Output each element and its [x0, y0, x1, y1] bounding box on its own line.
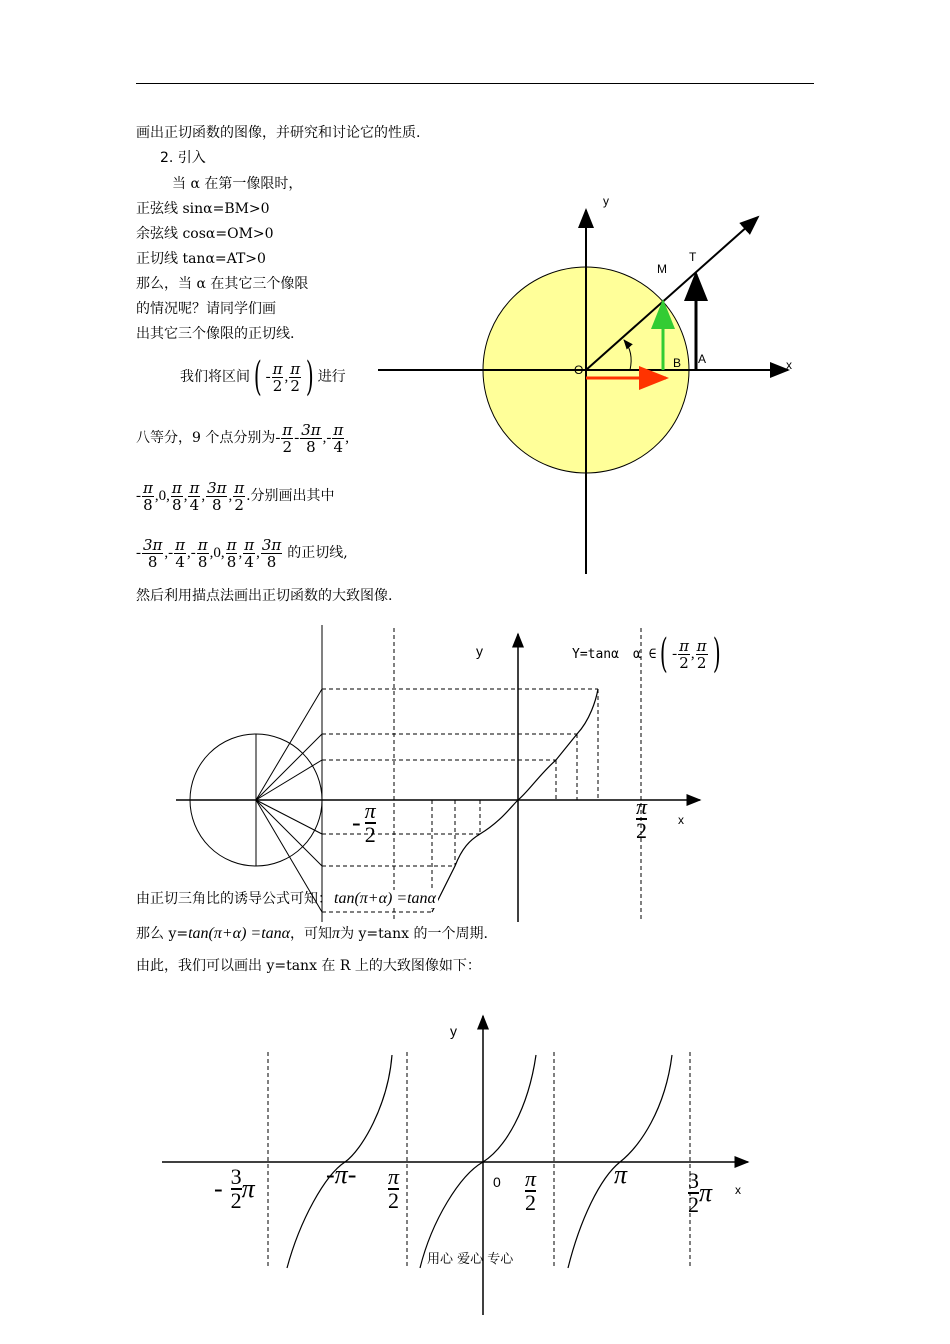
fig3-x-label: x	[735, 1183, 741, 1197]
eight-parts-line: 八等分，9 个点分别为 - $\frac{\pi}{2}$ - $\frac{3\pi}{8}$ , - $\frac{\pi}{4}$ ,	[136, 420, 349, 456]
fig3-origin-label: 0	[493, 1174, 501, 1190]
fraction: $\frac{\pi}{8}$	[143, 478, 153, 514]
left-paren: (	[253, 354, 262, 400]
fraction: $\frac{\pi}{4}$	[333, 420, 344, 456]
minus-sign: -	[265, 369, 271, 385]
fig1-b-label: B	[673, 356, 682, 370]
fig3-neg-pi: - π -	[326, 1160, 357, 1189]
sine-line-text: 正弦线 sinα=BM>0	[136, 201, 270, 217]
fig3-neg-pi-half	[388, 1166, 399, 1212]
fig3-three-half-pi: 3 2 π	[688, 1168, 713, 1217]
question-line-1: 那么，当 α 在其它三个像限	[136, 276, 309, 292]
fig3-y-label: y	[450, 1023, 457, 1039]
tangent-line-text: 正切线 tanα=AT>0	[136, 251, 266, 267]
intro-text: 当 α 在第一像限时，	[172, 176, 303, 192]
fraction: $\frac{3\pi}{8}$	[301, 420, 321, 456]
fraction: $\frac{\pi}{2}$	[234, 478, 245, 514]
fig2-x-label: x	[678, 813, 684, 827]
period-line: 那么 y= tan(π+α) =tanα ，可知 π 为 y=tanx 的一个周期.	[136, 925, 488, 942]
plot-method-text: 然后利用描点法画出正切函数的大致图像.	[136, 588, 393, 604]
question-line-2: 的情况呢？请同学们画	[136, 301, 276, 317]
fraction: $\frac{\pi}{8}$	[197, 535, 208, 571]
fraction: $\frac{\pi}{2}$	[679, 636, 689, 672]
cosine-line-text: 余弦线 cosα=OM>0	[136, 226, 274, 242]
fig1-m-label: M	[657, 262, 667, 276]
points-line: - $\frac{\pi}{8}$ , 0 , $\frac{\pi}{8}$ , $\frac{\pi}{4}$ , $\frac{3\pi}{8}$ , $\frac{\pi}{2}$ .分别画出其中	[136, 478, 335, 514]
fig1-origin-label: O	[574, 363, 584, 377]
fraction: 3 2	[688, 1168, 699, 1217]
fig2-function-label: Y=tanα α ∈ ( - $\frac{\pi}{2}$ , $\frac{\pi}{2}$ )	[572, 631, 721, 677]
fraction: $\frac{\pi}{2}$	[525, 1166, 537, 1215]
fig3-pi-half	[525, 1168, 536, 1214]
question-line-3: 出其它三个像限的正切线.	[136, 326, 295, 342]
right-paren: )	[305, 354, 314, 400]
divide-prefix: 我们将区间	[180, 369, 250, 385]
fig1-x-label: x	[786, 358, 792, 372]
fraction: $\frac{\pi}{2}$	[388, 1164, 400, 1213]
tangent-set-line: - $\frac{3\pi}{8}$ , - $\frac{\pi}{4}$ , - $\frac{\pi}{8}$ , 0 , $\frac{\pi}{8}$ , $\frac{\pi}{4}$ , $\frac{3\pi}{8}$ 的正切线,	[136, 535, 348, 571]
fraction: $\frac{\pi}{4}$	[175, 535, 186, 571]
fraction: $\frac{\pi}{4}$	[244, 535, 255, 571]
fraction: $\frac{3\pi}{8}$	[207, 478, 227, 514]
fraction: $\frac{\pi}{2}$	[290, 359, 301, 395]
fraction: $\frac{\pi}{8}$	[171, 478, 182, 514]
right-paren: )	[712, 631, 721, 677]
interval-line: 我们将区间 ( - $\frac{\pi}{2}$ , $\frac{\pi}{2}$ ) 进行	[180, 354, 346, 400]
fig3-neg-three-half-pi: - 3 2 π	[214, 1164, 255, 1213]
paragraph-1: 画出正切函数的图像，并研究和讨论它的性质.	[136, 125, 421, 141]
fraction: $\frac{\pi}{4}$	[189, 478, 200, 514]
fraction: $\frac{\pi}{8}$	[226, 535, 237, 571]
induction-line: 由正切三角比的诱导公式可知： tan(π+α) =tanα	[136, 890, 436, 907]
fraction: $\frac{\pi}{2}$	[272, 359, 283, 395]
divide-suffix: 进行	[317, 369, 346, 385]
fig2-neg-pi-half: - π 2	[352, 798, 376, 847]
fraction: $\frac{\pi}{2}$	[636, 794, 648, 843]
section-heading: 2. 引入	[160, 150, 206, 166]
fig1-t-label: T	[689, 250, 697, 264]
fraction: $\frac{\pi}{2}$	[696, 636, 707, 672]
fig3-pi: π	[614, 1160, 628, 1189]
fraction: $\frac{3\pi}{8}$	[143, 535, 163, 571]
fraction: $\frac{\pi}{2}$	[282, 420, 293, 456]
footer-text: 用心 爱心 专心	[427, 1252, 514, 1267]
left-paren: (	[660, 631, 669, 677]
fraction: $\frac{3\pi}{8}$	[261, 535, 282, 571]
fig2-y-label: y	[476, 643, 483, 659]
fraction: π 2	[364, 798, 376, 847]
fraction: 3 2	[230, 1164, 242, 1213]
fig1-a-label: A	[698, 352, 707, 366]
draw-on-R-text: 由此，我们可以画出 y=tanx 在 R 上的大致图像如下：	[136, 958, 481, 974]
fig1-y-label: y	[603, 194, 609, 208]
